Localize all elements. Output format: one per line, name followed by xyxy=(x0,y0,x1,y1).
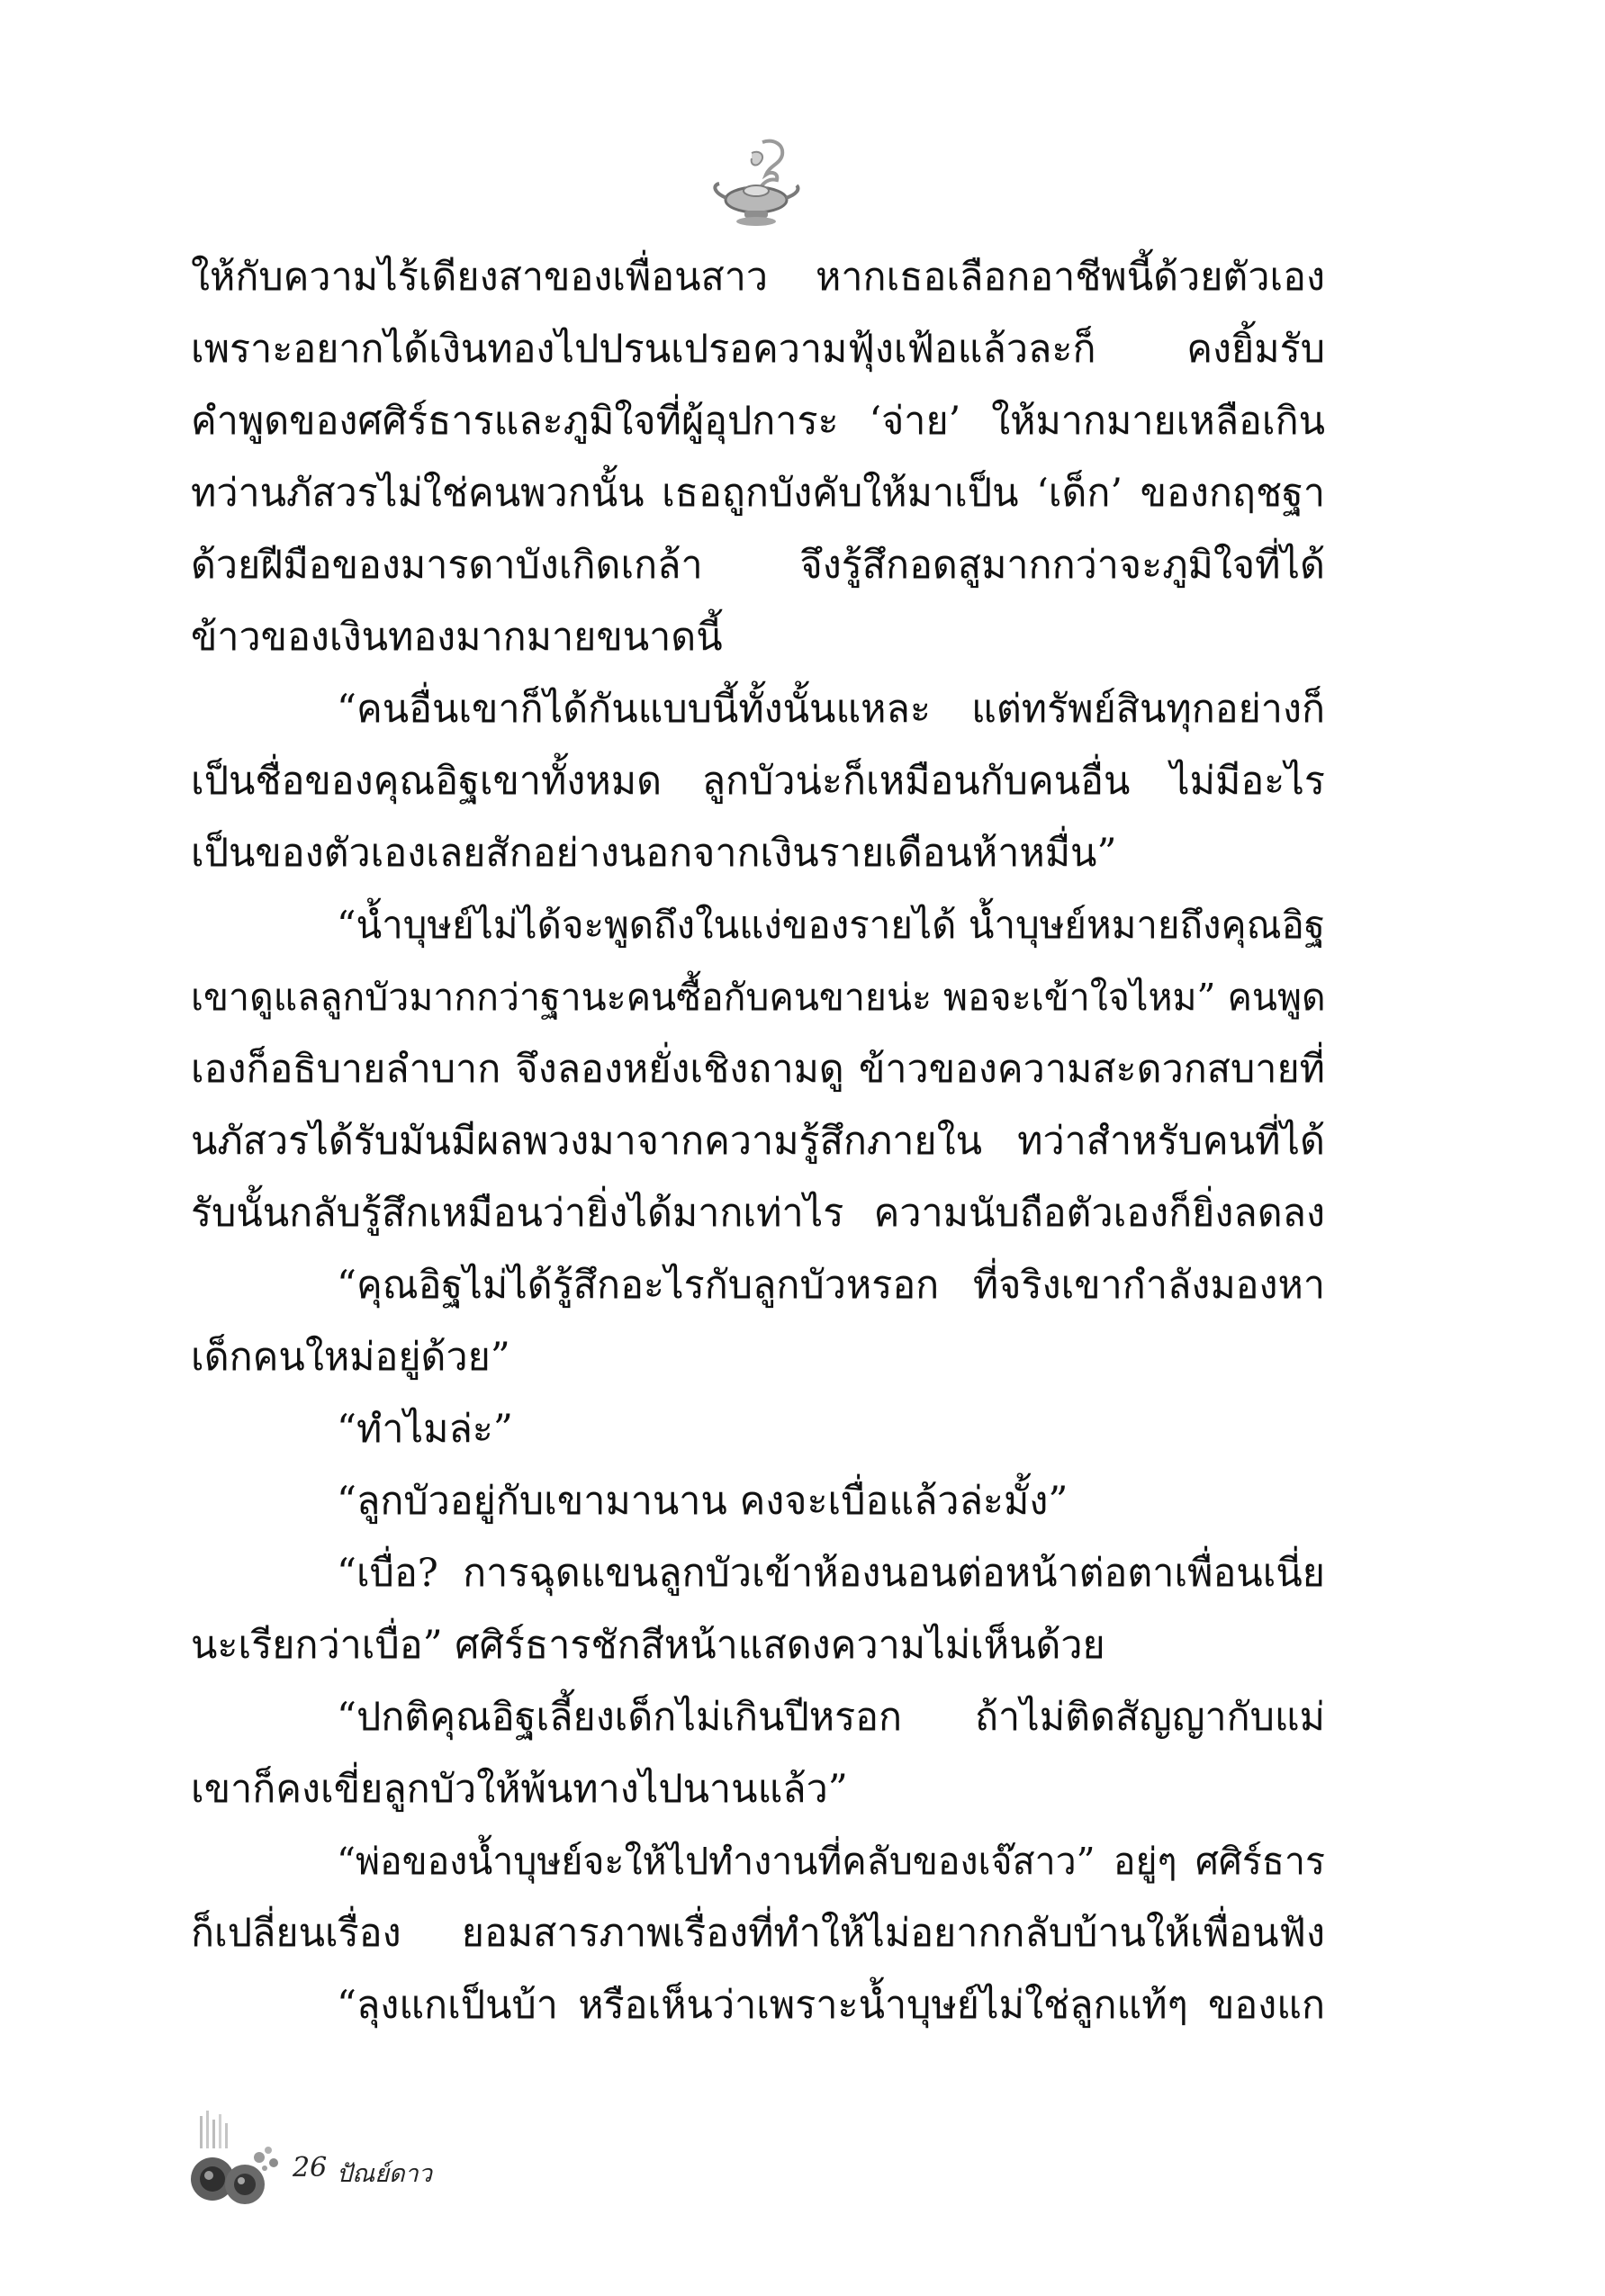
text-line: “เบื่อ? การฉุดแขนลูกบัวเข้าห้องนอนต่อหน้าต่อตาเพื่อนเนี่ย xyxy=(337,1551,1325,1596)
magic-lamp-ornament-icon xyxy=(707,135,806,234)
text-line: ทว่านภัสวรไม่ใช่คนพวกนั้น เธอถูกบังคับให้มาเป็น ‘เด็ก’ ของกฤชฐา xyxy=(191,471,1325,516)
text-line: เขาดูแลลูกบัวมากกว่าฐานะคนซื้อกับคนขายน่ะ พอจะเข้าใจไหม” คนพูด xyxy=(191,976,1326,1019)
text-line: นภัสวรได้รับมันมีผลพวงมาจากความรู้สึกภายใน ทว่าสำหรับคนที่ได้ xyxy=(191,1119,1325,1164)
text-line: “ทำไมล่ะ” xyxy=(337,1407,513,1452)
footer-flower-logo-icon xyxy=(191,2111,303,2210)
text-line: ให้กับความไร้เดียงสาของเพื่อนสาว หากเธอเลือกอาชีพนี้ด้วยตัวเอง xyxy=(191,255,1325,300)
text-line: ก็เปลี่ยนเรื่อง ยอมสารภาพเรื่องที่ทำให้ไม่อยากกลับบ้านให้เพื่อนฟัง xyxy=(191,1911,1325,1956)
text-line: “น้ำบุษย์ไม่ได้จะพูดถึงในแง่ของรายได้ น้ำบุษย์หมายถึงคุณอิฐ xyxy=(337,903,1325,947)
page-footer xyxy=(191,2111,551,2210)
text-line: ด้วยฝีมือของมารดาบังเกิดเกล้า จึงรู้สึกอดสูมากกว่าจะภูมิใจที่ได้ xyxy=(191,543,1325,588)
text-line: เพราะอยากได้เงินทองไปปรนเปรอความฟุ้งเฟ้อแล้วละก็ คงยิ้มรับ xyxy=(191,327,1325,372)
text-line: เป็นชื่อของคุณอิฐเขาทั้งหมด ลูกบัวน่ะก็เหมือนกับคนอื่น ไม่มีอะไร xyxy=(191,759,1325,804)
text-line: เองก็อธิบายลำบาก จึงลองหยั่งเชิงถามดู ข้าวของความสะดวกสบายที่ xyxy=(191,1047,1325,1092)
text-line: “ลุงแกเป็นบ้า หรือเห็นว่าเพราะน้ำบุษย์ไม่ใช่ลูกแท้ๆ ของแก xyxy=(337,1983,1325,2028)
text-line: “คุณอิฐไม่ได้รู้สึกอะไรกับลูกบัวหรอก ที่จริงเขากำลังมองหา xyxy=(337,1263,1325,1308)
text-line: รับนั้นกลับรู้สึกเหมือนว่ายิ่งได้มากเท่าไร ความนับถือตัวเองก็ยิ่งลดลง xyxy=(191,1191,1325,1236)
text-line: คำพูดของศศิร์ธารและภูมิใจที่ผู้อุปการะ ‘จ่าย’ ให้มากมายเหลือเกิน xyxy=(191,399,1325,444)
text-line: เป็นของตัวเองเลยสักอย่างนอกจากเงินรายเดือนห้าหมื่น” xyxy=(191,831,1117,876)
text-line: เด็กคนใหม่อยู่ด้วย” xyxy=(191,1335,510,1380)
text-line: ข้าวของเงินทองมากมายขนาดนี้ xyxy=(191,615,723,660)
text-line: “ลูกบัวอยู่กับเขามานาน คงจะเบื่อแล้วล่ะมั้ง” xyxy=(337,1479,1068,1524)
text-line: นะเรียกว่าเบื่อ” ศศิร์ธารชักสีหน้าแสดงความไม่เห็นด้วย xyxy=(191,1623,1105,1668)
text-line: “ปกติคุณอิฐเลี้ยงเด็กไม่เกินปีหรอก ถ้าไม่ติดสัญญากับแม่ xyxy=(337,1695,1325,1740)
text-line: “พ่อของน้ำบุษย์จะให้ไปทำงานที่คลับของเจ๊สาว” อยู่ๆ ศศิร์ธาร xyxy=(337,1840,1325,1883)
body-text xyxy=(191,241,1325,2041)
text-line: “คนอื่นเขาก็ได้กันแบบนี้ทั้งนั้นแหละ แต่ทรัพย์สินทุกอย่างก็ xyxy=(337,687,1325,732)
book-title: ปัณย์ดาว xyxy=(337,2160,432,2188)
page-number: 26 xyxy=(293,2152,328,2183)
text-line: เขาก็คงเขี่ยลูกบัวให้พ้นทางไปนานแล้ว” xyxy=(191,1767,848,1812)
